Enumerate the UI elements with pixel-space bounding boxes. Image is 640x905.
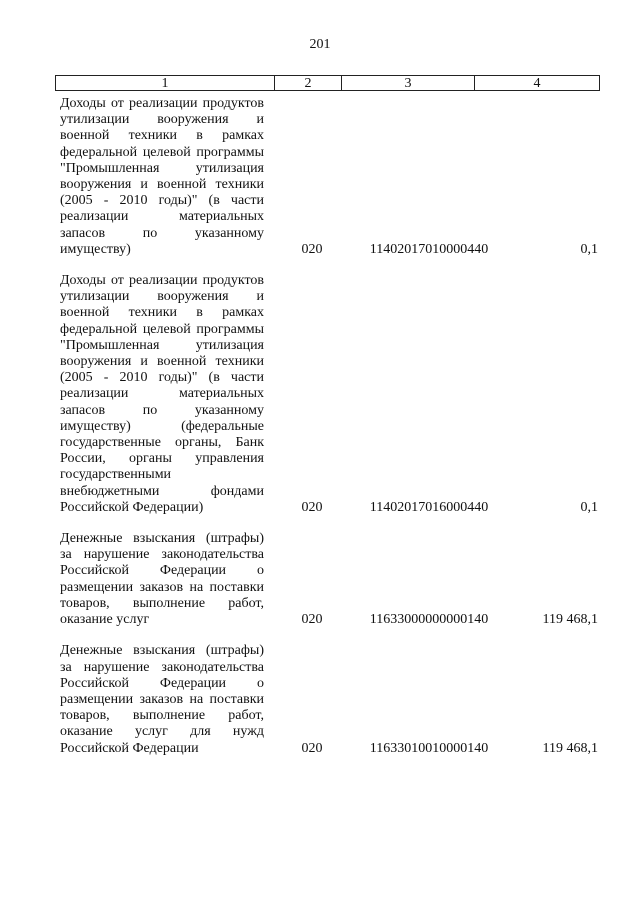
row-amount: 0,1 [580, 241, 598, 257]
table-row [60, 531, 600, 628]
row-admin-code: 020 [301, 241, 323, 257]
row-kbk-code: 11633010010000140 [369, 740, 489, 756]
table-header [55, 75, 600, 91]
header-col-2: 2 [274, 76, 341, 90]
row-amount: 119 468,1 [542, 612, 598, 628]
row-kbk-code: 11633000000000140 [369, 612, 489, 628]
row-amount: 119 468,1 [542, 740, 598, 756]
table-row [60, 643, 600, 756]
row-description: Доходы от реализации продуктов утилизации вооружения и военной техники в рамках федеральной целевой программы "Промышленная утилизация вооружения и военной техники (2005 - 2010 годы)" (в части реализации материальных запасов по указанному имуществу) (федеральные государственные органы, Банк России, органы управления государственными внебюджетными фондами Российской Федерации) [60, 273, 264, 515]
row-admin-code: 020 [301, 499, 323, 515]
row-description: Денежные взыскания (штрафы) за нарушение законодательства Российской Федерации о размещении заказов на поставки товаров, выполнение работ, оказание услуг для нужд Российской Федерации [60, 643, 264, 756]
table-body [60, 96, 600, 772]
row-admin-code: 020 [301, 740, 323, 756]
page-number: 201 [309, 37, 331, 52]
row-admin-code: 020 [301, 612, 323, 628]
header-col-1: 1 [161, 76, 169, 91]
table-row [60, 273, 600, 516]
row-kbk-code: 11402017016000440 [369, 499, 489, 515]
header-col-4: 4 [474, 76, 599, 90]
table-row [60, 96, 600, 258]
row-description: Доходы от реализации продуктов утилизации вооружения и военной техники в рамках федеральной целевой программы "Промышленная утилизация вооружения и военной техники (2005 - 2010 годы)" (в части реализации материальных запасов по указанному имуществу) [60, 96, 264, 257]
header-col-3: 3 [341, 76, 474, 90]
row-description: Денежные взыскания (штрафы) за нарушение законодательства Российской Федерации о размещении заказов на поставки товаров, выполнение работ, оказание услуг [60, 531, 264, 628]
row-amount: 0,1 [580, 499, 598, 515]
row-kbk-code: 11402017010000440 [369, 241, 489, 257]
